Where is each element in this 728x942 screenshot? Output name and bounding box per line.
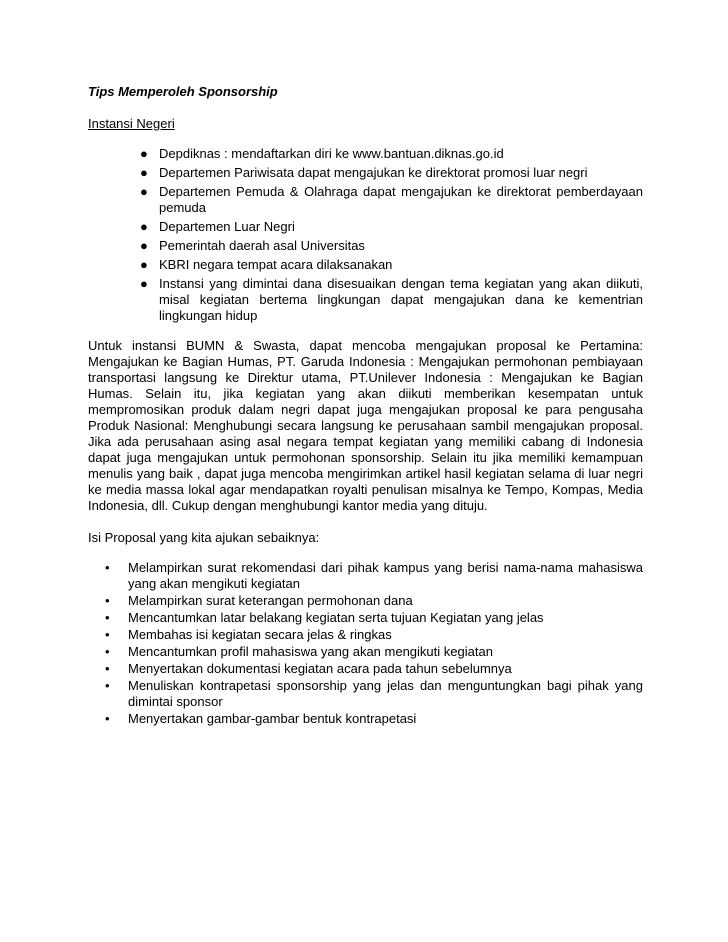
list-item — [88, 238, 643, 254]
bullet-icon: ● — [140, 146, 148, 161]
bullet-icon: • — [105, 560, 110, 575]
list-item — [88, 184, 643, 216]
list-item — [88, 678, 643, 710]
list-item — [88, 219, 643, 235]
list-item — [88, 711, 643, 727]
list-item-text: Departemen Pariwisata dapat mengajukan ke direktorat promosi luar negri — [159, 165, 588, 180]
list-item-text: Instansi yang dimintai dana disesuaikan dengan tema kegiatan yang akan diikuti, misal kegiatan bertema lingkungan dapat mengajukan dana ke kementrian lingkungan hidup — [159, 276, 643, 323]
list-item — [88, 661, 643, 677]
list-item — [88, 644, 643, 660]
list-item-text: Departemen Luar Negri — [159, 219, 295, 234]
list-item — [88, 627, 643, 643]
bullet-icon: ● — [140, 165, 148, 180]
list-item — [88, 257, 643, 273]
bullet-icon: ● — [140, 276, 148, 291]
document-page — [88, 84, 643, 728]
list-item-text: Depdiknas : mendaftarkan diri ke www.bantuan.diknas.go.id — [159, 146, 504, 161]
bullet-icon: • — [105, 678, 110, 693]
list-item-text: Menuliskan kontrapetasi sponsorship yang jelas dan menguntungkan bagi pihak yang dimintai sponsor — [128, 678, 643, 709]
bullet-icon: • — [105, 593, 110, 608]
body-paragraph: Untuk instansi BUMN & Swasta, dapat mencoba mengajukan proposal ke Pertamina: Mengajukan ke Bagian Humas, PT. Garuda Indonesia : Mengajukan permohonan pembiayaan transportasi langsung ke Direktur utama, PT.Unilever Indonesia : Mengajukan ke Bagian Humas. Selain itu, jika kegiatan yang akan diikuti memberikan kesempatan untuk mempromosikan produk dalam negri dapat juga mengajukan proposal ke para pengusaha Produk Nasional: Menghubungi secara langsung ke perusahaan sambil mengajukan proposal. Jika ada perusahaan asing asal negara tempat kegiatan yang memiliki cabang di Indonesia dapat juga mengajukan untuk permohonan sponsorship. Selain itu jika memiliki kemampuan menulis yang baik , dapat juga mencoba mengirimkan artikel hasil kegiatan selama di luar negri ke media massa lokal agar mendapatkan royalti penulisan misalnya ke Tempo, Kompas, Media Indonesia, dll. Cukup dengan menghubungi kantor media yang dituju. — [88, 338, 643, 513]
bullet-icon: ● — [140, 184, 148, 199]
list-item-text: Membahas isi kegiatan secara jelas & ringkas — [128, 627, 392, 642]
list-item — [88, 146, 643, 162]
list-item-text: Departemen Pemuda & Olahraga dapat mengajukan ke direktorat pemberdayaan pemuda — [159, 184, 643, 215]
section-heading-instansi-negeri: Instansi Negeri — [88, 116, 175, 131]
bullet-icon: ● — [140, 238, 148, 253]
instansi-negeri-list — [88, 146, 643, 324]
bullet-icon: • — [105, 644, 110, 659]
list-item-text: Mencantumkan profil mahasiswa yang akan mengikuti kegiatan — [128, 644, 493, 659]
list-item-text: Menyertakan dokumentasi kegiatan acara pada tahun sebelumnya — [128, 661, 512, 676]
list-item-text: Melampirkan surat keterangan permohonan dana — [128, 593, 413, 608]
proposal-heading: Isi Proposal yang kita ajukan sebaiknya: — [88, 530, 320, 545]
list-item — [88, 165, 643, 181]
list-item — [88, 560, 643, 592]
proposal-content-list — [88, 560, 643, 727]
document-title: Tips Memperoleh Sponsorship — [88, 84, 278, 99]
list-item-text: Pemerintah daerah asal Universitas — [159, 238, 365, 253]
bullet-icon: ● — [140, 257, 148, 272]
list-item-text: Melampirkan surat rekomendasi dari pihak kampus yang berisi nama-nama mahasiswa yang akan mengikuti kegiatan — [128, 560, 643, 591]
bullet-icon: • — [105, 661, 110, 676]
list-item — [88, 276, 643, 324]
bullet-icon: • — [105, 711, 110, 726]
bullet-icon: • — [105, 627, 110, 642]
list-item-text: Menyertakan gambar-gambar bentuk kontrapetasi — [128, 711, 417, 726]
list-item — [88, 593, 643, 609]
bullet-icon: • — [105, 610, 110, 625]
list-item-text: KBRI negara tempat acara dilaksanakan — [159, 257, 393, 272]
list-item-text: Mencantumkan latar belakang kegiatan serta tujuan Kegiatan yang jelas — [128, 610, 544, 625]
bullet-icon: ● — [140, 219, 148, 234]
list-item — [88, 610, 643, 626]
